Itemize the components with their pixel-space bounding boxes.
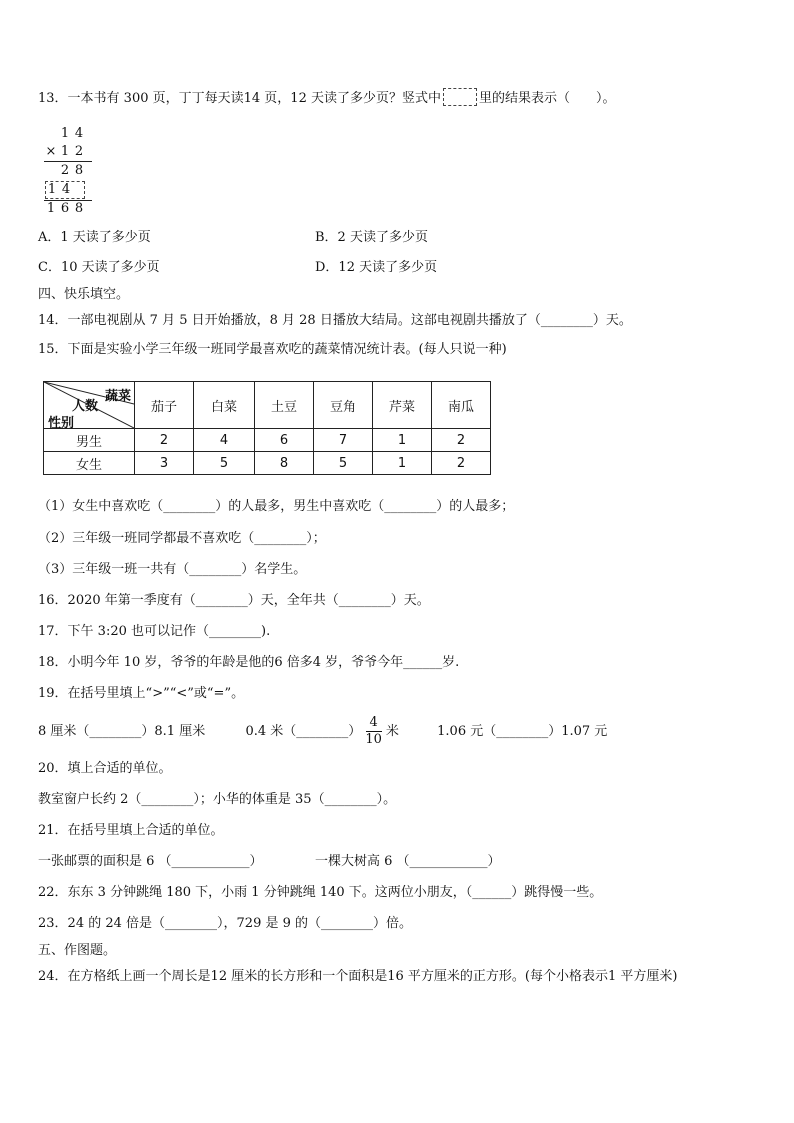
fraction-denominator: 10 <box>365 732 382 747</box>
table-corner-cell <box>44 382 135 429</box>
table-cell: 1 <box>373 452 432 475</box>
q15-title: 15．下面是实验小学三年级一班同学最喜欢吃的蔬菜情况统计表。(每人只说一种) <box>38 342 507 357</box>
section-4-heading: 四、快乐填空。 <box>38 287 130 302</box>
corner-label-count: 人数 <box>72 399 99 414</box>
calc-digit: 4 <box>74 126 84 141</box>
q13-stem <box>38 88 615 108</box>
dashed-box-marker <box>443 88 477 106</box>
q24: 24．在方格纸上画一个周长是12 厘米的长方形和一个面积是16 平方厘米的正方形。(每个小格表示1 平方厘米) <box>38 969 678 984</box>
q20-title: 20．填上合适的单位。 <box>38 761 172 776</box>
times-sign: × <box>45 144 57 159</box>
q15-sub3: （3）三年级一班一共有（________）名学生。 <box>38 562 307 577</box>
q15-sub2: （2）三年级一班同学都最不喜欢吃（________）； <box>38 531 326 546</box>
q23: 23．24 的 24 倍是（________），729 是 9 的（________）倍。 <box>38 916 413 931</box>
q18: 18．小明今年 10 岁，爷爷的年龄是他的6 倍多4 岁，爷爷今年______岁. <box>38 655 460 670</box>
table-cell: 2 <box>432 429 491 452</box>
calc-digit: 2 <box>74 144 84 159</box>
q13-suffix: 里的结果表示（ ）。 <box>478 91 616 106</box>
table-cell: 8 <box>255 452 314 475</box>
table-cell: 1 <box>373 429 432 452</box>
fraction-numerator: 4 <box>369 715 378 730</box>
table-cell: 7 <box>314 429 373 452</box>
table-cell: 2 <box>135 429 194 452</box>
calc-digit: 6 <box>60 201 70 216</box>
calc-digit: 1 <box>60 126 70 141</box>
section-5-heading: 五、作图题。 <box>38 943 117 958</box>
row-label: 男生 <box>44 429 135 452</box>
table-cell: 5 <box>314 452 373 475</box>
calc-digit: 8 <box>74 163 84 178</box>
q20-line: 教室窗户长约 2（________）；小华的体重是 35（________）。 <box>38 792 397 807</box>
table-cell: 5 <box>194 452 255 475</box>
option-a: A．1 天读了多少页 <box>38 230 151 245</box>
table-row <box>44 452 491 475</box>
corner-label-vegetable: 蔬菜 <box>104 389 131 404</box>
q19-title: 19．在括号里填上“>”“<”或“=”。 <box>38 686 245 701</box>
table-cell: 3 <box>135 452 194 475</box>
option-c: C．10 天读了多少页 <box>38 260 160 275</box>
q14: 14．一部电视剧从 7 月 5 日开始播放，8 月 28 日播放大结局。这部电视剧共播放了（________）天。 <box>38 313 632 328</box>
q19-part2-prefix: 0.4 米（________） <box>245 724 362 739</box>
column-header: 芹菜 <box>373 382 432 429</box>
option-d: D．12 天读了多少页 <box>315 260 438 275</box>
column-header: 白菜 <box>194 382 255 429</box>
calc-rule <box>44 161 92 162</box>
q21-part1: 一张邮票的面积是 6 （____________） <box>38 854 263 869</box>
table-cell: 2 <box>432 452 491 475</box>
q13-prefix: 13．一本书有 300 页，丁丁每天读14 页，12 天读了多少页？竖式中 <box>38 91 441 106</box>
calc-digit: 1 <box>46 201 56 216</box>
q22: 22．东东 3 分钟跳绳 180 下，小雨 1 分钟跳绳 140 下。这两位小朋友，（______）跳得慢一些。 <box>38 885 603 900</box>
q21-part2: 一棵大树高 6 （____________） <box>315 854 501 869</box>
calc-digit: 2 <box>60 163 70 178</box>
calc-digit: 8 <box>74 201 84 216</box>
table-row <box>44 429 491 452</box>
q19-part2-suffix: 米 <box>385 724 399 739</box>
column-header: 土豆 <box>255 382 314 429</box>
corner-label-gender: 性别 <box>48 416 75 431</box>
q15-sub1: （1）女生中喜欢吃（________）的人最多，男生中喜欢吃（________）的人最多； <box>38 499 515 514</box>
column-header: 茄子 <box>135 382 194 429</box>
calc-digit: 4 <box>61 182 71 197</box>
column-header: 南瓜 <box>432 382 491 429</box>
q19-part3: 1.06 元（________）1.07 元 <box>437 724 608 739</box>
calc-digit: 1 <box>47 182 57 197</box>
q19-part1: 8 厘米（________）8.1 厘米 <box>38 724 206 739</box>
q21-title: 21．在括号里填上合适的单位。 <box>38 823 224 838</box>
row-label: 女生 <box>44 452 135 475</box>
column-header: 豆角 <box>314 382 373 429</box>
q17: 17．下午 3:20 也可以记作（________). <box>38 624 271 639</box>
calc-digit: 1 <box>60 144 70 159</box>
option-b: B．2 天读了多少页 <box>315 230 428 245</box>
q16: 16．2020 年第一季度有（________）天，全年共（________）天。 <box>38 593 430 608</box>
q19-compare-row <box>38 715 607 749</box>
vegetable-table <box>43 381 491 475</box>
table-cell: 4 <box>194 429 255 452</box>
table-cell: 6 <box>255 429 314 452</box>
fraction <box>365 716 382 747</box>
